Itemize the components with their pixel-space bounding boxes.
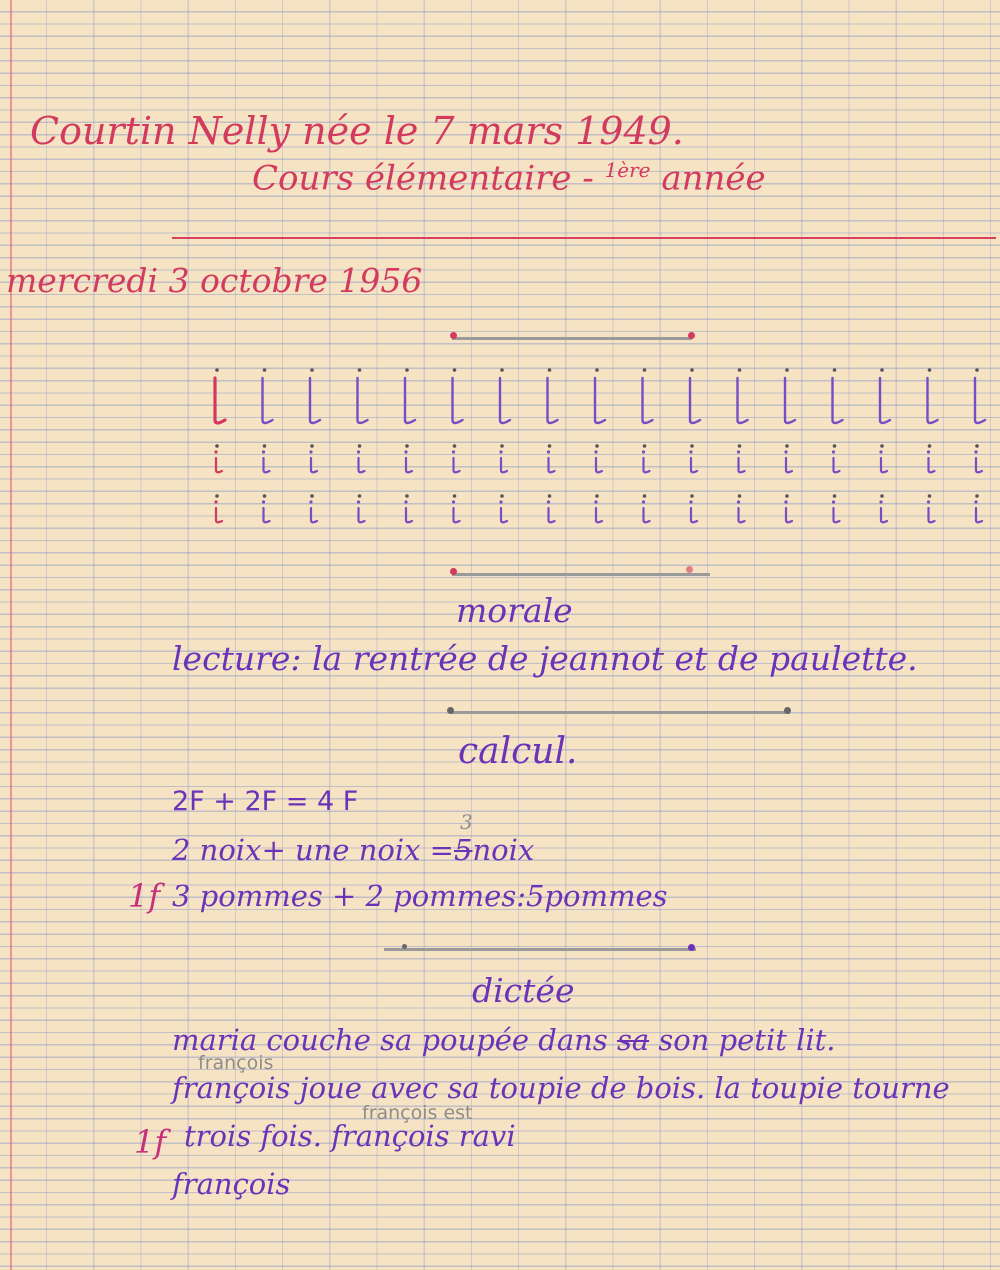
calcul-end-rule bbox=[384, 948, 696, 951]
practice-dot bbox=[737, 500, 740, 503]
calc-line-3: 3 pommes + 2 pommes:5pommes bbox=[172, 879, 668, 913]
practice-dot bbox=[357, 450, 360, 453]
practice-dot bbox=[215, 368, 219, 372]
practice-dot bbox=[689, 450, 692, 453]
practice-stroke bbox=[310, 378, 320, 423]
practice-stroke bbox=[216, 458, 222, 472]
dictation-line-2 bbox=[172, 1071, 950, 1105]
practice-dot bbox=[738, 444, 742, 448]
practice-dot bbox=[262, 450, 265, 453]
dictation-line-3 bbox=[184, 1119, 516, 1153]
practice-stroke bbox=[644, 508, 650, 522]
practice-dot bbox=[974, 500, 977, 503]
practice-stroke bbox=[501, 508, 507, 522]
practice-dot bbox=[310, 494, 314, 498]
rule-dot bbox=[450, 568, 457, 575]
practice-dot bbox=[595, 444, 599, 448]
dictation-struck-word: sa bbox=[616, 1023, 650, 1057]
practice-stroke bbox=[928, 378, 938, 423]
practice-dot bbox=[500, 494, 504, 498]
calc-line-2-middle: noix+ une noix = bbox=[199, 833, 454, 867]
rule-dot bbox=[784, 707, 791, 714]
practice-dot bbox=[310, 368, 314, 372]
practice-stroke bbox=[785, 378, 795, 423]
practice-stroke bbox=[264, 458, 270, 472]
practice-dot bbox=[309, 500, 312, 503]
practice-dot bbox=[548, 494, 552, 498]
dictation-line-2-rest: joue avec sa toupie de bois. la toupie tourne bbox=[299, 1071, 950, 1105]
practice-dot bbox=[690, 444, 694, 448]
practice-stroke bbox=[406, 458, 412, 472]
practice-stroke bbox=[311, 508, 317, 522]
calc-line-1: 2F + 2F = 4 F bbox=[172, 786, 359, 817]
practice-dot bbox=[643, 368, 647, 372]
practice-stroke bbox=[454, 508, 460, 522]
practice-dot bbox=[928, 368, 932, 372]
rule-dot bbox=[686, 566, 693, 573]
practice-stroke bbox=[500, 378, 510, 423]
practice-dot bbox=[499, 450, 502, 453]
practice-dot bbox=[689, 500, 692, 503]
rule-dot bbox=[402, 944, 407, 949]
practice-stroke bbox=[929, 508, 935, 522]
practice-dot bbox=[784, 450, 787, 453]
practice-dot bbox=[879, 450, 882, 453]
practice-dot bbox=[643, 444, 647, 448]
student-name-line: Courtin Nelly née le 7 mars 1949. bbox=[30, 109, 684, 153]
practice-dot bbox=[214, 500, 217, 503]
practice-stroke bbox=[738, 378, 748, 423]
practice-dot bbox=[785, 368, 789, 372]
practice-dot bbox=[500, 368, 504, 372]
practice-dot bbox=[880, 444, 884, 448]
practice-dot bbox=[548, 444, 552, 448]
lesson-date: mercredi 3 octobre 1956 bbox=[6, 261, 423, 300]
reading-line: lecture: la rentrée de jeannot et de paulette. bbox=[172, 639, 918, 678]
practice-stroke bbox=[359, 458, 365, 472]
practice-dot bbox=[975, 444, 979, 448]
practice-dot bbox=[214, 450, 217, 453]
practice-dot bbox=[975, 494, 979, 498]
dictation-line-3-correction: françois est bbox=[362, 1102, 473, 1124]
practice-dot bbox=[358, 368, 362, 372]
practice-stroke bbox=[596, 508, 602, 522]
practice-stroke bbox=[976, 508, 982, 522]
practice-dot bbox=[690, 368, 694, 372]
practice-stroke bbox=[975, 378, 985, 423]
calc-line-2-end: noix bbox=[472, 833, 535, 867]
practice-dot bbox=[263, 368, 267, 372]
practice-stroke bbox=[311, 458, 317, 472]
practice-dot bbox=[358, 444, 362, 448]
practice-dot bbox=[738, 494, 742, 498]
course-level-suffix: année bbox=[661, 158, 766, 199]
practice-dot bbox=[405, 494, 409, 498]
dictation-line-1 bbox=[172, 1023, 836, 1057]
practice-dot bbox=[453, 444, 457, 448]
practice-dot bbox=[452, 500, 455, 503]
dictation-line-3-end: françois ravi bbox=[331, 1119, 516, 1153]
dictation-line-2-first-word: françois bbox=[172, 1071, 291, 1105]
practice-dot bbox=[737, 450, 740, 453]
practice-dot bbox=[879, 500, 882, 503]
practice-dot bbox=[832, 450, 835, 453]
practice-dot bbox=[927, 450, 930, 453]
practice-stroke bbox=[644, 458, 650, 472]
practice-dot bbox=[405, 368, 409, 372]
practice-dot bbox=[785, 444, 789, 448]
practice-dot bbox=[547, 500, 550, 503]
practice-stroke bbox=[786, 508, 792, 522]
practice-stroke bbox=[548, 378, 558, 423]
practice-stroke bbox=[786, 458, 792, 472]
practice-dot bbox=[405, 444, 409, 448]
dictation-line-3-mark: 1f bbox=[134, 1123, 167, 1161]
practice-stroke bbox=[595, 378, 605, 423]
practice-dot bbox=[310, 444, 314, 448]
practice-dot bbox=[880, 368, 884, 372]
practice-stroke bbox=[881, 508, 887, 522]
practice-dot bbox=[832, 500, 835, 503]
practice-dot bbox=[357, 500, 360, 503]
practice-dot bbox=[358, 494, 362, 498]
calc-line-3-mark: 1f bbox=[128, 877, 161, 915]
practice-dot bbox=[309, 450, 312, 453]
practice-stroke bbox=[976, 458, 982, 472]
calc-line-2-start: 2 bbox=[172, 833, 191, 867]
practice-stroke bbox=[549, 508, 555, 522]
practice-dot bbox=[690, 494, 694, 498]
practice-dot bbox=[215, 444, 219, 448]
practice-dot bbox=[404, 450, 407, 453]
practice-dot bbox=[928, 494, 932, 498]
practice-stroke bbox=[691, 508, 697, 522]
practice-stroke bbox=[880, 378, 890, 423]
practice-stroke bbox=[406, 508, 412, 522]
practice-dot bbox=[404, 500, 407, 503]
practice-dot bbox=[833, 368, 837, 372]
calc-line-2-wrong-answer: 5 bbox=[453, 833, 473, 867]
course-level-sup: 1ère bbox=[604, 158, 651, 182]
practice-dot bbox=[263, 494, 267, 498]
practice-stroke bbox=[216, 508, 222, 522]
practice-stroke bbox=[691, 458, 697, 472]
practice-dot bbox=[548, 368, 552, 372]
practice-stroke bbox=[739, 508, 745, 522]
lecture-end-rule bbox=[450, 711, 790, 714]
practice-dot bbox=[595, 494, 599, 498]
practice-stroke bbox=[263, 378, 273, 423]
calc-line-2-correction: 3 bbox=[459, 810, 473, 834]
practice-stroke bbox=[549, 458, 555, 472]
practice-stroke bbox=[643, 378, 653, 423]
course-level-prefix: Cours élémentaire - bbox=[252, 158, 594, 199]
practice-stroke bbox=[929, 458, 935, 472]
dictation-line-4: françois bbox=[172, 1167, 291, 1201]
practice-dot bbox=[927, 500, 930, 503]
practice-stroke bbox=[359, 508, 365, 522]
practice-dot bbox=[642, 500, 645, 503]
dictation-line-2-correction: françois bbox=[198, 1052, 274, 1074]
dictation-line-3-start: trois fois. bbox=[184, 1119, 322, 1153]
practice-dot bbox=[452, 450, 455, 453]
practice-dot bbox=[595, 368, 599, 372]
calc-line-2-answer bbox=[453, 810, 473, 867]
practice-dot bbox=[594, 450, 597, 453]
rule-dot bbox=[688, 944, 695, 951]
practice-stroke bbox=[596, 458, 602, 472]
practice-dot bbox=[547, 450, 550, 453]
section-title-morale: morale bbox=[456, 591, 573, 630]
practice-dot bbox=[642, 450, 645, 453]
practice-dot bbox=[643, 494, 647, 498]
practice-stroke bbox=[454, 458, 460, 472]
section-title-dictee: dictée bbox=[472, 971, 575, 1010]
practice-dot bbox=[784, 500, 787, 503]
practice-stroke bbox=[834, 458, 840, 472]
practice-dot bbox=[928, 444, 932, 448]
section-title-calcul: calcul. bbox=[458, 731, 578, 772]
dictation-line-1-end: son petit lit. bbox=[658, 1023, 836, 1057]
practice-dot bbox=[500, 444, 504, 448]
practice-stroke bbox=[358, 378, 368, 423]
practice-stroke bbox=[453, 378, 463, 423]
practice-dot bbox=[499, 500, 502, 503]
practice-dot bbox=[453, 368, 457, 372]
practice-dot bbox=[833, 444, 837, 448]
practice-stroke bbox=[405, 378, 415, 423]
practice-stroke bbox=[833, 378, 843, 423]
practice-dot bbox=[738, 368, 742, 372]
practice-stroke bbox=[881, 458, 887, 472]
practice-dot bbox=[785, 494, 789, 498]
practice-dot bbox=[263, 444, 267, 448]
practice-end-rule bbox=[452, 573, 710, 576]
practice-stroke bbox=[690, 378, 700, 423]
practice-stroke bbox=[739, 458, 745, 472]
practice-dot bbox=[833, 494, 837, 498]
practice-dot bbox=[215, 494, 219, 498]
practice-stroke bbox=[501, 458, 507, 472]
calc-line-2 bbox=[172, 810, 535, 867]
dictation-line-1-start: maria couche sa poupée dans bbox=[172, 1023, 608, 1057]
practice-dot bbox=[974, 450, 977, 453]
practice-stroke bbox=[215, 378, 225, 423]
rule-dot bbox=[447, 707, 454, 714]
practice-dot bbox=[453, 494, 457, 498]
practice-stroke bbox=[834, 508, 840, 522]
practice-dot bbox=[975, 368, 979, 372]
practice-stroke bbox=[264, 508, 270, 522]
practice-dot bbox=[880, 494, 884, 498]
practice-dot bbox=[262, 500, 265, 503]
practice-dot bbox=[594, 500, 597, 503]
